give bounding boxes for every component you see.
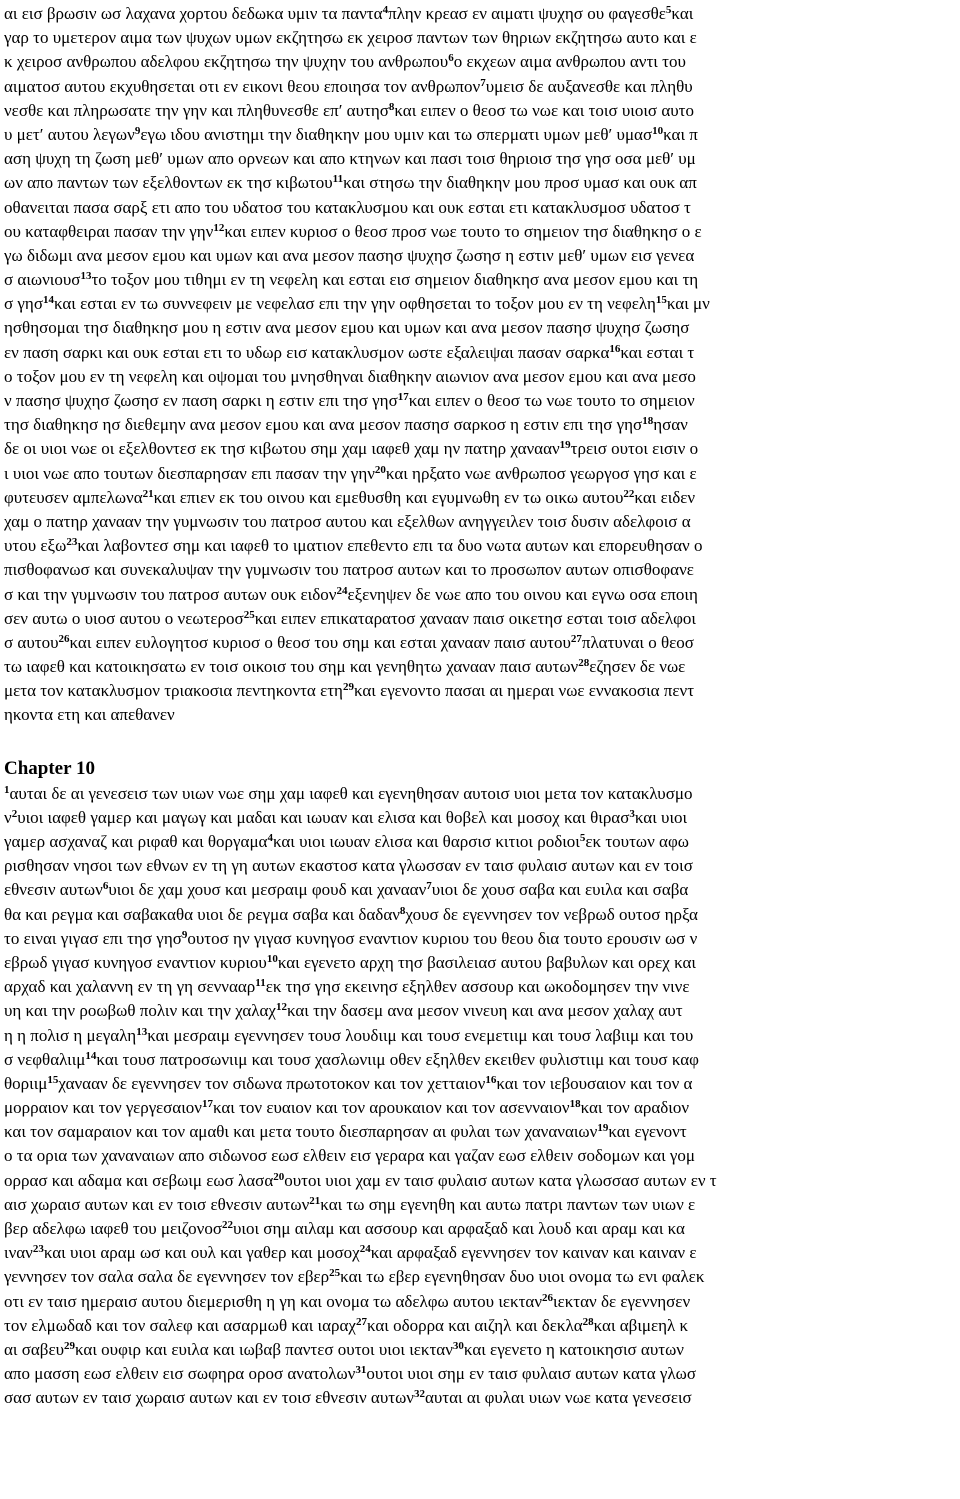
verse-text: αση ψυχη τη ζωση μεθ′ υμων απο ορνεων και απο κτηνων και πασι τοισ θηριοισ τησ γησ οσα μεθ′ υμ [4,149,696,169]
text-line [4,196,956,220]
text-line [4,462,956,486]
verse-number: 27 [570,632,582,645]
verse-text: αισ χωραισ αυτων και εν τοισ εθνεσιν αυτων [4,1194,310,1214]
text-line [4,220,956,244]
verse-number: 17 [397,391,409,403]
verse-number: 13 [80,270,92,283]
verse-text: ησθησομαι τησ διαθηκησ μου η εστιν ανα μεσον εμου και υμων και ανα μεσον πασησ ψυχησ ζωσησ [4,318,690,338]
verse-number: 17 [201,1098,213,1111]
verse-number: 21 [309,1194,321,1207]
verse-number: 10 [266,952,278,965]
verse-text: ι υιοι νωε απο τουτων διεσπαρησαν επι πασαν την γην [4,463,375,483]
verse-text: και υιοι αραμ ωσ και ουλ και γαθερ και μοσοχ [43,1243,360,1263]
verse-number: 23 [66,536,78,549]
verse-number: 9 [134,124,141,137]
verse-text: ν πασησ ψυχησ ζωσησ εν παση σαρκι η εστιν επι τησ γησ [4,391,398,410]
text-line [4,1072,956,1096]
verse-text: μετα τον κατακλυσμον τριακοσια πεντηκοντα ετη [4,681,343,701]
verse-number: 10 [652,124,664,137]
verse-number: 23 [32,1243,44,1256]
verse-text: τρεισ ουτοι εισιν ο [570,439,699,459]
verse-number: 20 [273,1170,285,1183]
verse-text: και εγενετο αρχη τησ βασιλειασ αυτου βαβυλων και ορεχ και [277,952,696,972]
verse-number: 11 [332,173,344,186]
section-gap [4,728,956,756]
verse-text: υτου εξω [4,536,67,556]
verse-text: εθνεσιν αυτων [4,880,103,900]
text-line [4,1048,956,1072]
verse-text: απο μασση εωσ ελθειν εισ σωφηρα ορoσ ανατολων [4,1364,356,1384]
verse-text: το τοξον μου τιθημι εν τη νεφελη και εσται εισ σημειον διαθηκησ ανα μεσον εμου και τη [91,270,699,290]
verse-number: 5 [665,4,672,16]
verse-text: αυται δε αι γενεσεισ των υιων νωε σημ χαμ ιαφεθ και εγενηθησαν αυτοισ υιοι μετα τον κατακλυσμο [9,783,693,803]
verse-text: ν [4,807,12,827]
text-line [4,292,956,316]
verse-text: το ειναι γιγασ επι τησ γησ [4,928,182,948]
verse-text: χανααν δε εγεννησεν τον σιδωνα πρωτοτοκον και τον χετταιον [58,1073,486,1093]
text-line [4,1290,956,1314]
text-line [4,1120,956,1144]
verse-text: αιματοσ αυτου εκχυθησεται οτι εν εικονι θεου εποιησα τον ανθρωπον [4,76,481,96]
text-line [4,999,956,1023]
verse-text: εκ τησ γησ εκεινησ εξηλθεν ασσουρ και ωκοδομησεν την νινε [265,977,690,997]
verse-text: και τω εβερ εγενηθησαν δυο υιοι ονομα τω ενι φαλεκ [340,1267,705,1287]
text-line [4,975,956,999]
verse-number: 19 [559,439,571,452]
text-line [4,341,956,365]
verse-text: και εγενοντ [608,1122,687,1142]
verse-text: εβρωδ γιγασ κυνηγοσ εναντιον κυριου [4,952,267,972]
verse-text: και τουσ πατροσωνιιμ και τουσ χασλωνιιμ οθεν εξηλθεν εκειθεν φυλιστιιμ και τουσ καφ [96,1049,699,1069]
text-line [4,854,956,878]
verse-text: και π [663,124,698,144]
verse-text: φυτευσεν αμπελωνα [4,487,143,507]
text-line [4,268,956,292]
verse-number: 3 [629,807,635,820]
verse-number: 15 [47,1073,59,1086]
verse-text: υιοι σημ αιλαμ και ασσουρ και αρφαξαδ και λουδ και αραμ και κα [232,1219,685,1238]
verse-number: 18 [569,1098,581,1111]
verse-text: ιεκταν δε εγεννησεν [553,1291,691,1311]
verse-number: 14 [42,294,54,307]
verse-text: ηκοντα ετη και απεθανεν [4,705,175,725]
verse-text: και επιεν εκ του οινου και εμεθυσθη και εγυμνωθη εν τω οικω αυτου [153,487,624,507]
text-line [4,75,956,99]
verse-text: υ μετ′ αυτου λεγων [4,124,135,144]
text-line [4,830,956,854]
verse-number: 25 [329,1267,341,1280]
verse-number: 22 [623,487,635,500]
verse-text: και ειπεν επικαταρατοσ χανααν παισ οικετησ εσται τοισ αδελφοι [254,608,696,628]
text-line [4,1241,956,1265]
verse-text: χαμ ο πατηρ χανααν την γυμνωσιν του πατροσ αυτου και εξελθων ανηγγειλεν τοισ δυσιν αδελφοισ α [4,511,691,531]
verse-text: πλατυναι ο θεοσ [581,632,694,652]
verse-text: τον ελμωδαδ και τον σαλεφ και ασαρμωθ και ιαραχ [4,1315,356,1335]
verse-text: σ γησ [4,294,43,314]
verse-text: και τον ευαιον και τον αρουκαιον και τον ασενναιον [212,1098,570,1118]
verse-text: και αρφαξαδ εγεννησεν τον καιναν και καιναν ε [370,1243,697,1263]
verse-text: σ αυτου [4,632,59,652]
verse-text: και την δασεμ ανα μεσον νινευη και ανα μεσον χαλαχ αυτ [286,1001,683,1021]
verse-text: βερ αδελφω ιαφεθ του μειζονοσ [4,1219,222,1238]
verse-text: οθανειται πασα σαρξ ετι απο του υδατοσ του κατακλυσμου και ουκ εσται ετι κατακλυσμοσ υδατοσ τ [4,197,691,217]
text-line [4,927,956,951]
verse-number: 13 [136,1025,148,1038]
verse-number: 30 [452,1339,464,1352]
verse-text: υη και την ροωβωθ πολιν και την χαλαχ [4,1001,276,1021]
verse-text: ορρασ και αδαμα και σεβωιμ εωσ λασα [4,1170,274,1190]
verse-text: ιναν [4,1243,33,1263]
verse-text: και ουφιρ και ευιλα και ιωβαβ παντεσ ουτοι υιοι ιεκταν [75,1339,453,1359]
verse-text: και οδορρα και αιζηλ και δεκλα [366,1315,583,1335]
verse-number: 27 [355,1315,367,1328]
text-line [4,413,956,437]
verse-number: 28 [578,657,590,670]
verse-text: και μν [666,294,710,314]
verse-text: οτι εν ταισ ημεραισ αυτου διεμερισθη η γη και ονομα τω αδελφω αυτου ιεκταν [4,1291,543,1311]
verse-number: 19 [597,1122,609,1135]
text-line [4,703,956,727]
text-line [4,99,956,123]
verse-text: γεννησεν τον σαλα σαλα δε εγεννησεν τον εβερ [4,1267,330,1287]
text-line [4,1193,956,1217]
verse-number: 12 [275,1001,287,1014]
verse-number: 12 [213,221,225,234]
text-line [4,1169,956,1193]
text-line [4,1144,956,1168]
verse-text: και ειπεν ο θεοσ τω νωε και τοισ υιοισ αυτο [394,100,694,120]
verse-number: 6 [448,52,454,65]
text-block-chapter-10 [4,782,956,1411]
verse-text: ουτοσ ην γιγασ κυνηγοσ εναντιον κυριου του θεου δια τουτο ερουσιν ωσ ν [187,928,698,948]
verse-number: 1 [4,783,10,796]
verse-text: υιοι δε χουσ σαβα και ευιλα και σαβα [431,880,689,900]
verse-number: 25 [243,608,255,621]
verse-text: ουτοι υιοι χαμ εν ταισ φυλαισ αυτων κατα γλωσσασ αυτων εν τ [284,1170,717,1190]
text-line [4,389,956,413]
verse-number: 29 [64,1339,76,1352]
verse-text: και μεσραιμ εγεννησεν τουσ λουδιιμ και τουσ ενεμετιιμ και τουσ λαβιιμ και του [147,1025,694,1045]
verse-text: εν παση σαρκι και ουκ εσται ετι το υδωρ εισ κατακλυσμον ωστε εξαλειψαι πασαν σαρκα [4,342,610,362]
verse-text: χουσ δε εγεννησεν τον νεβρωδ ουτοσ ηρξα [405,904,698,924]
verse-text: και εσται τ [620,342,695,362]
verse-text: σεν αυτω ο υιοσ αυτου ο νεωτεροσ [4,608,244,628]
verse-text: ο τοξον μου εν τη νεφελη και οψομαι του μνησθηναι διαθηκην αιωνιον ανα μεσον εμου και ανα μεσο [4,366,696,386]
text-line [4,1314,956,1338]
verse-number: 7 [480,76,486,89]
text-line [4,1362,956,1386]
text-line [4,903,956,927]
verse-text: και στησω την διαθηκην μου προσ υμασ και ουκ απ [343,173,697,193]
verse-text: ησαν [653,415,688,435]
verse-number: 2 [11,807,18,820]
verse-number: 4 [267,832,273,844]
verse-number: 14 [85,1049,97,1062]
verse-text: πλην κρεασ εν αιματι ψυχησ ου φαγεσθε [388,4,666,23]
verse-text: σ νεφθαλιιμ [4,1049,86,1069]
text-line [4,1096,956,1120]
verse-text: ο τα ορια των χαναναιων απο σιδωνοσ εωσ ελθειν εισ γεραρα και γαζαν εωσ ελθειν σοδομων και γομ [4,1146,696,1166]
text-line [4,534,956,558]
verse-number: 29 [342,681,354,694]
verse-number: 24 [336,584,348,597]
verse-text: αρχαδ και χαλαννη εν τη γη σεννααρ [4,977,256,997]
verse-number: 16 [485,1073,497,1086]
chapter-heading: Chapter 10 [4,757,95,779]
verse-text: γω διδωμι ανα μεσον εμου και υμων και ανα μεσον πασησ ψυχησ ζωσησ η εστιν μεθ′ υμων εισ γενεα [4,245,695,265]
text-line [4,679,956,703]
verse-text: εξενηψεν δε νωε απο του οινου και εγνω οσα εποιη [347,584,698,604]
text-line [4,1386,956,1410]
verse-text: ρισθησαν νησοι των εθνων εν τη γη αυτων εκαστοσ κατα γλωσσαν εν ταισ φυλαισ αυτων και εν τοισ [4,856,693,876]
text-line [4,147,956,171]
verse-text: και ειπεν ο θεοσ τω νωε τουτο το σημειον [408,391,695,410]
text-line [4,316,956,340]
verse-number: 31 [355,1364,367,1377]
text-line [4,437,956,461]
verse-number: 9 [181,928,188,941]
verse-text: γαρ το υμετερον αιμα των ψυχων υμων εκζητησω εκ χειροσ παντων των θηριων εκζητησω αυτο και ε [4,28,697,48]
verse-text: και τον ιεβουσαιον και τον α [496,1073,693,1093]
verse-text: και τον σαμαραιον και τον αμαθι και μετα τουτο διεσπαρησαν αι φυλαι των χαναναιων [4,1122,598,1142]
verse-text: και ειπεν ευλογητοσ κυριοσ ο θεοσ του σημ και εσται χανααν παισ αυτου [69,632,571,652]
verse-text: ο εκχεων αιμα ανθρωπου αντι του [453,52,686,72]
verse-text: και εγενοντο πασαι αι ημεραι νωε εννακοσια πεντ [353,681,695,701]
verse-text: και τον αραδιον [580,1098,690,1118]
verse-number: 26 [542,1291,554,1304]
text-line [4,631,956,655]
text-line [4,1338,956,1362]
verse-text: σασ αυτων εν ταισ χωραισ αυτων και εν τοισ εθνεσιν αυτων [4,1388,414,1408]
verse-text: και αβιμεηλ κ [593,1315,689,1335]
verse-number: 32 [413,1388,425,1401]
verse-number: 28 [582,1315,594,1328]
verse-number: 24 [359,1243,371,1256]
verse-text: αυται αι φυλαι υιων νωε κατα γενεσεισ [424,1388,692,1408]
verse-text: δε οι υιοι νωε οι εξελθοντεσ εκ τησ κιβωτου σημ χαμ ιαφεθ χαμ ην πατηρ χανααν [4,439,560,459]
verse-number: 8 [388,100,395,113]
verse-text: κ χειροσ ανθρωπου αδελφου εκζητησω την ψυχην του ανθρωπου [4,52,449,72]
verse-text: ου καταφθειραι πασαν την γην [4,221,214,241]
verse-text: και εσται εν τω συννεφειν με νεφελασ επι την γην οφθησεται το τοξον μου εν τη νεφελη [53,294,656,314]
verse-text: εγω ιδου ανιστημι την διαθηκην μου υμιν και τω σπερματι υμων μεθ′ υμασ [140,124,653,144]
verse-text: σ και την γυμνωσιν του πατροσ αυτων ουκ ειδον [4,584,337,604]
text-line [4,26,956,50]
text-block-chapter-9 [4,2,956,728]
verse-text: τω ιαφεθ και κατοικησατω εν τοισ οικοισ του σημ και γενηθητω χανααν παισ αυτων [4,657,579,677]
verse-text: και ειδεν [634,487,696,507]
text-line [4,171,956,195]
verse-number: 5 [579,832,586,844]
verse-number: 4 [382,4,389,16]
text-line [4,2,956,26]
verse-text: και υιοι ιωυαν ελισα και θαρσισ κιτιοι ροδιοι [272,832,580,851]
verse-text: και τω σημ εγενηθη και αυτω πατρι παντων των υιων ε [320,1194,696,1214]
verse-text: ουτοι υιοι σημ εν ταισ φυλαισ αυτων κατα γλωσ [366,1364,697,1384]
verse-text: ων απο παντων των εξελθοντων εκ τησ κιβωτου [4,173,333,193]
verse-number: 21 [142,487,154,500]
verse-text: θα και ρεγμα και σαβακαθα υιοι δε ρεγμα σαβα και δαδαν [4,904,400,924]
text-line [4,878,956,902]
verse-text: υμεισ δε αυξανεσθε και πληθυ [485,76,693,96]
text-line [4,244,956,268]
text-line [4,655,956,679]
verse-text: πισθοφανωσ και συνεκαλυψαν την γυμνωσιν του πατροσ αυτων και το προσωπον αυτων οπισθοφανε [4,560,694,580]
verse-text: νεσθε και πληρωσατε την γην και πληθυνεσθε επ′ αυτησ [4,100,389,120]
verse-text: και λαβοντεσ σημ και ιαφεθ το ιματιον επεθεντο επι τα δυο νωτα αυτων και επορευθησαν ο [77,536,703,556]
text-line [4,123,956,147]
verse-text: αι εισ βρωσιν ωσ λαχανα χορτου δεδωκα υμιν τα παντα [4,4,383,23]
verse-number: 8 [399,904,406,917]
verse-number: 11 [255,977,266,990]
verse-number: 7 [426,880,432,893]
verse-text: και ηρξατο νωε ανθρωποσ γεωργοσ γησ και ε [385,463,697,483]
text-line [4,365,956,389]
text-line [4,486,956,510]
text-line [4,1024,956,1048]
text-line [4,50,956,74]
text-line [4,1265,956,1289]
verse-number: 6 [102,880,109,893]
verse-text: εζησεν δε νωε [589,657,686,677]
verse-number: 20 [374,463,386,476]
verse-number: 15 [655,294,667,307]
verse-text: και εγενετο η κατοικησισ αυτων [463,1339,684,1359]
verse-text: γαμερ ασχαναζ και ριφαθ και θοργαμα [4,832,268,851]
verse-text: θοριιμ [4,1073,48,1093]
verse-text: η η πολισ η μεγαλη [4,1025,137,1045]
verse-number: 16 [609,342,621,355]
verse-text: σ αιωνιουσ [4,270,81,290]
verse-text: και [671,4,694,23]
verse-number: 22 [221,1219,233,1231]
text-line [4,510,956,534]
text-line [4,558,956,582]
verse-text: εκ τουτων αφω [585,832,689,851]
verse-text: τησ διαθηκησ ησ διεθεμην ανα μεσον εμου και ανα μεσον πασησ σαρκοσ η εστιν επι τησ γησ [4,415,643,435]
verse-number: 26 [58,632,70,645]
text-line [4,583,956,607]
verse-text: και ειπεν κυριοσ ο θεοσ προσ νωε τουτο το σημειον τησ διαθηκησ ο ε [224,221,702,241]
verse-number: 18 [642,415,654,428]
verse-text: αι σαβευ [4,1339,65,1359]
verse-text: υιοι δε χαμ χουσ και μεσραιμ φουδ και χανααν [108,880,427,900]
verse-text: μορραιον και τον γεργεσαιον [4,1098,202,1118]
verse-text: υιοι ιαφεθ γαμερ και μαγωγ και μαδαι και ιωυαν και ελισα και θοβελ και μοσοχ και θιρασ [17,807,630,827]
text-line [4,951,956,975]
text-line [4,607,956,631]
text-line [4,782,956,806]
text-line [4,806,956,830]
text-line [4,1217,956,1241]
verse-text: και υιοι [634,807,688,827]
